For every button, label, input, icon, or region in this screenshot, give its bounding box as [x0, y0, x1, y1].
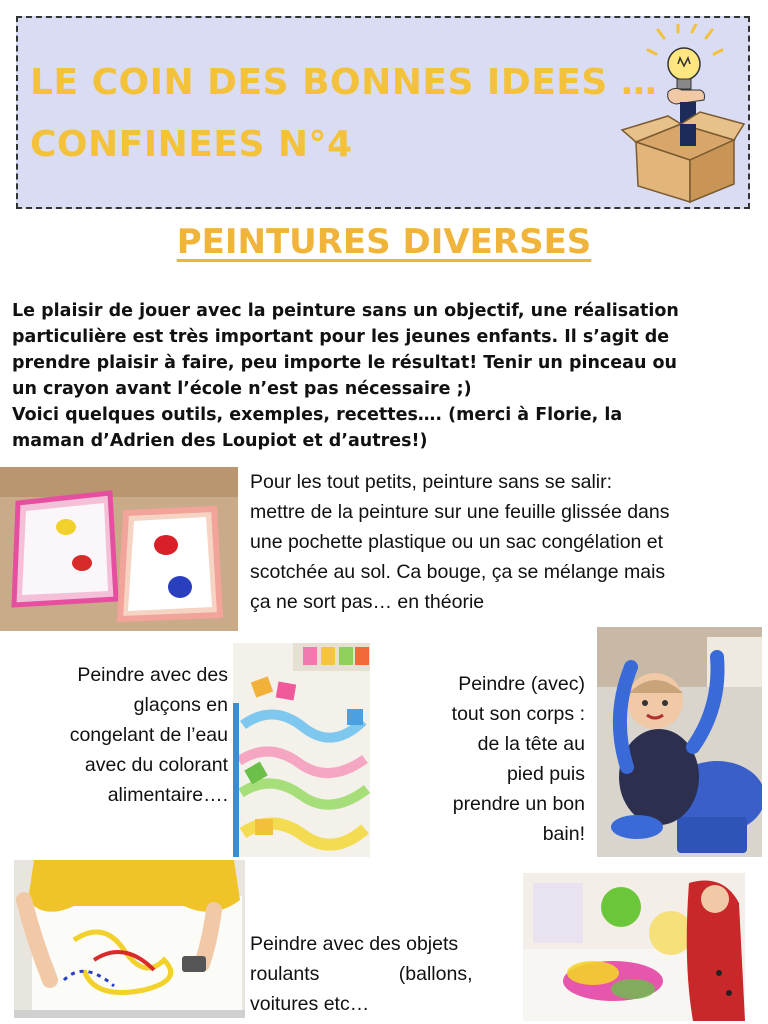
- intro-line: Le plaisir de jouer avec la peinture sans un objectif, une réalisation: [12, 301, 679, 321]
- section-title: PEINTURES DIVERSES: [176, 222, 592, 262]
- caption-line: congelant de l’eau: [69, 724, 228, 746]
- caption-line: tout son corps :: [451, 703, 585, 725]
- paint-bag-caption: [250, 467, 670, 617]
- ice-paint-caption: [20, 660, 228, 810]
- intro-line: Voici quelques outils, exemples, recettes…. (merci à Florie, la: [12, 405, 623, 425]
- paint-bag-photo: [0, 467, 238, 631]
- body-paint-photo: [597, 627, 762, 857]
- rolling-objects-caption: [250, 929, 473, 1019]
- caption-line: prendre un bon: [452, 793, 585, 815]
- header-title-line2: CONFINEES N°4: [30, 124, 353, 165]
- caption-line: mettre de la peinture sur une feuille glissée dans: [250, 501, 670, 523]
- ice-paint-photo: [233, 643, 370, 857]
- caption-line: Peindre avec des objets: [250, 933, 459, 955]
- header-title: [30, 52, 657, 176]
- lightbulb-box-illustration: [616, 24, 746, 204]
- intro-line: un crayon avant l’école n’est pas nécessaire ;): [12, 379, 472, 399]
- caption-line: Pour les tout petits, peinture sans se salir:: [250, 471, 613, 493]
- caption-line: de la tête au: [477, 733, 585, 755]
- body-paint-caption: [405, 669, 585, 849]
- caption-line: avec du colorant: [84, 754, 228, 776]
- caption-line: glaçons en: [133, 694, 228, 716]
- toy-car-painting-photo: [14, 860, 245, 1018]
- caption-line: ça ne sort pas… en théorie: [250, 591, 485, 613]
- caption-line: roulants (ballons,: [250, 963, 473, 985]
- caption-line: Peindre avec des: [77, 664, 228, 686]
- caption-line: bain!: [542, 823, 585, 845]
- caption-line: scotchée au sol. Ca bouge, ça se mélange mais: [250, 561, 666, 583]
- intro-line: maman d’Adrien des Loupiot et d’autres!): [12, 431, 428, 451]
- caption-line: une pochette plastique ou un sac congélation et: [250, 531, 664, 553]
- caption-line: Peindre (avec): [458, 673, 585, 695]
- intro-line: prendre plaisir à faire, peu importe le résultat! Tenir un pinceau ou: [12, 353, 678, 373]
- intro-text: [12, 298, 760, 454]
- caption-line: voitures etc…: [250, 993, 370, 1015]
- caption-line: alimentaire….: [107, 784, 228, 806]
- header-banner: [16, 16, 750, 209]
- intro-line: particulière est très important pour les jeunes enfants. Il s’agit de: [12, 327, 670, 347]
- header-title-line1: LE COIN DES BONNES IDEES …: [30, 62, 658, 103]
- caption-line: pied puis: [506, 763, 585, 785]
- balloon-painting-photo: [523, 873, 745, 1021]
